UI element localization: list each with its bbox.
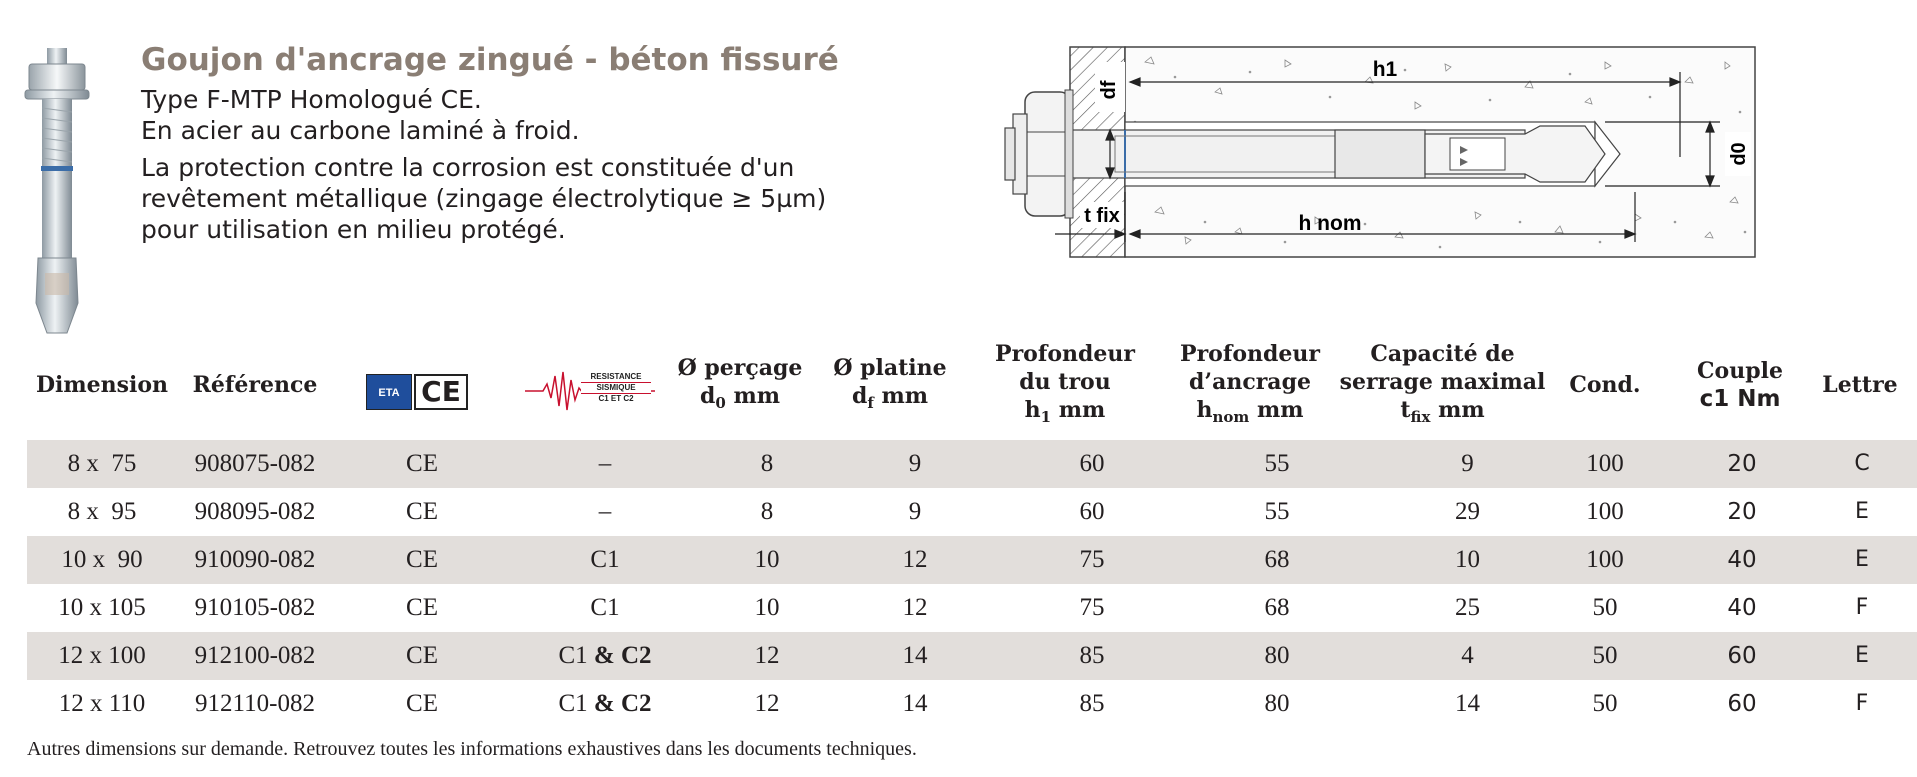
desc-line-material: En acier au carbone laminé à froid. [141, 116, 580, 145]
cell-cond: 100 [1586, 546, 1624, 573]
cell-cond: 50 [1592, 642, 1618, 669]
cell-capacite-serrage: 9 [1461, 450, 1474, 477]
seismic-logo [525, 366, 655, 416]
cell-profondeur-ancrage: 68 [1264, 594, 1290, 621]
header-percage: Ø perçage $d_0$ mm [677, 354, 803, 412]
cell-ce: CE [406, 498, 438, 525]
cell-couple: 20 [1727, 499, 1757, 525]
ce-mark-icon: CE [414, 374, 468, 410]
header-profondeur-ancrage: Profondeur d’ancrage $h_{nom}$ mm [1180, 340, 1320, 426]
desc-line-type: Type F-MTP Homologué CE. [141, 85, 482, 114]
cell-profondeur-trou: 85 [1079, 690, 1105, 717]
cell-seismic [540, 536, 670, 584]
cell-profondeur-ancrage: 55 [1264, 450, 1290, 477]
table-row [27, 536, 1917, 584]
cell-capacite-serrage: 4 [1461, 642, 1474, 669]
cell-percage: 8 [760, 498, 774, 525]
cell-profondeur-trou: 75 [1079, 546, 1105, 573]
cell-percage: 10 [754, 546, 780, 573]
label-hnom: h nom [1298, 212, 1362, 235]
cell-capacite-serrage: 10 [1455, 546, 1480, 573]
cell-lettre: F [1855, 691, 1869, 716]
cell-ce: CE [406, 690, 438, 717]
header-couple: Couple c1 Nm [1697, 358, 1783, 412]
label-tfix: t fix [1084, 205, 1120, 227]
cell-lettre: E [1855, 547, 1869, 572]
cell-lettre: E [1855, 499, 1869, 524]
label-df: df [1098, 80, 1120, 100]
cell-platine: 12 [902, 594, 928, 621]
anchor-bolt-photo [22, 48, 92, 348]
cell-couple: 60 [1727, 643, 1757, 669]
header-capacite-serrage: Capacité de serrage maximal $t_{fix}$ mm [1339, 340, 1546, 426]
label-d0: d0 [1728, 142, 1750, 166]
header-dimension: Dimension [35, 372, 169, 398]
header-profondeur-trou: Profondeur du trou $h_1$ mm [995, 340, 1135, 426]
seismic-line-1: RESISTANCE [590, 372, 642, 381]
cell-cond: 50 [1592, 690, 1618, 717]
seismic-line-3: C1 ET C2 [598, 394, 634, 403]
cell-profondeur-ancrage: 80 [1264, 642, 1290, 669]
cell-capacite-serrage: 25 [1455, 594, 1480, 621]
cell-profondeur-ancrage: 68 [1264, 546, 1290, 573]
header-platine: Ø platine $d_f$ mm [833, 354, 947, 412]
cell-capacite-serrage: 14 [1455, 690, 1480, 717]
cell-couple: 60 [1727, 691, 1757, 717]
cell-cond: 100 [1586, 498, 1624, 525]
desc-line-protection-2: revêtement métallique (zingage électrolytique ≥ 5µm) [141, 184, 827, 213]
label-h1: h1 [1372, 58, 1398, 81]
cell-percage: 8 [760, 450, 774, 477]
cell-profondeur-ancrage: 80 [1264, 690, 1290, 717]
cell-reference: 912100-082 [194, 642, 316, 669]
seismic-class-c2: & C2 [593, 690, 652, 717]
cell-dimension: 8 x 95 [67, 498, 137, 525]
seismic-class: C1 [558, 690, 594, 717]
cell-seismic [540, 632, 670, 680]
cell-cond: 50 [1592, 594, 1618, 621]
cell-lettre: F [1855, 595, 1869, 620]
cell-reference: 910105-082 [194, 594, 316, 621]
cell-percage: 12 [754, 642, 780, 669]
cell-dimension: 12 x 110 [58, 690, 146, 717]
seismic-class: – [598, 498, 612, 525]
seismic-class: C1 [590, 594, 620, 621]
seismic-line-2: SISMIQUE [581, 382, 651, 394]
cell-platine: 9 [908, 450, 922, 477]
seismic-class-c2: & C2 [593, 642, 652, 669]
cell-profondeur-trou: 60 [1079, 450, 1105, 477]
seismic-class: – [598, 450, 612, 477]
cell-seismic [540, 488, 670, 536]
desc-line-protection-1: La protection contre la corrosion est constituée d'un [141, 153, 795, 182]
cell-reference: 910090-082 [194, 546, 316, 573]
cell-lettre: C [1854, 451, 1870, 476]
cell-capacite-serrage: 29 [1455, 498, 1480, 525]
cell-ce: CE [406, 642, 438, 669]
cell-lettre: E [1855, 643, 1869, 668]
cell-profondeur-trou: 75 [1079, 594, 1105, 621]
cell-seismic [540, 680, 670, 728]
cell-dimension: 8 x 75 [67, 450, 137, 477]
cell-seismic [540, 440, 670, 488]
product-description [141, 84, 826, 245]
table-row [27, 440, 1917, 488]
cell-ce: CE [406, 450, 438, 477]
cell-dimension: 10 x 105 [58, 594, 146, 621]
table-row [27, 488, 1917, 536]
cell-profondeur-trou: 60 [1079, 498, 1105, 525]
cell-platine: 14 [902, 690, 928, 717]
cell-couple: 40 [1727, 547, 1757, 573]
product-title: Goujon d'ancrage zingué - béton fissuré [141, 42, 839, 78]
desc-line-protection-3: pour utilisation en milieu protégé. [141, 215, 566, 244]
eta-icon: ETA [366, 374, 412, 410]
eta-ce-logo [366, 374, 468, 410]
technical-diagram [985, 42, 1775, 264]
seismic-class: C1 [558, 642, 594, 669]
header-reference: Référence [192, 372, 318, 398]
cell-dimension: 10 x 90 [61, 546, 143, 573]
nut [1025, 92, 1070, 216]
cell-percage: 10 [754, 594, 780, 621]
cell-dimension: 12 x 100 [58, 642, 146, 669]
cell-reference: 908095-082 [194, 498, 316, 525]
cell-ce: CE [406, 546, 438, 573]
footer-note: Autres dimensions sur demande. Retrouvez toutes les informations exhaustives dans les documents techniques. [27, 738, 917, 760]
cell-cond: 100 [1586, 450, 1624, 477]
cell-couple: 40 [1727, 595, 1757, 621]
cell-profondeur-ancrage: 55 [1264, 498, 1290, 525]
header-cond: Cond. [1569, 372, 1641, 398]
table-row [27, 680, 1917, 728]
header-lettre: Lettre [1822, 372, 1898, 398]
table-row [27, 584, 1917, 632]
cell-percage: 12 [754, 690, 780, 717]
cell-seismic [540, 584, 670, 632]
cell-platine: 14 [902, 642, 928, 669]
cell-profondeur-trou: 85 [1079, 642, 1105, 669]
cell-platine: 12 [902, 546, 928, 573]
table-row [27, 632, 1917, 680]
cell-reference: 912110-082 [195, 690, 315, 717]
cell-platine: 9 [908, 498, 922, 525]
cell-couple: 20 [1727, 451, 1757, 477]
seismic-class: C1 [590, 546, 620, 573]
cell-reference: 908075-082 [194, 450, 316, 477]
cell-ce: CE [406, 594, 438, 621]
